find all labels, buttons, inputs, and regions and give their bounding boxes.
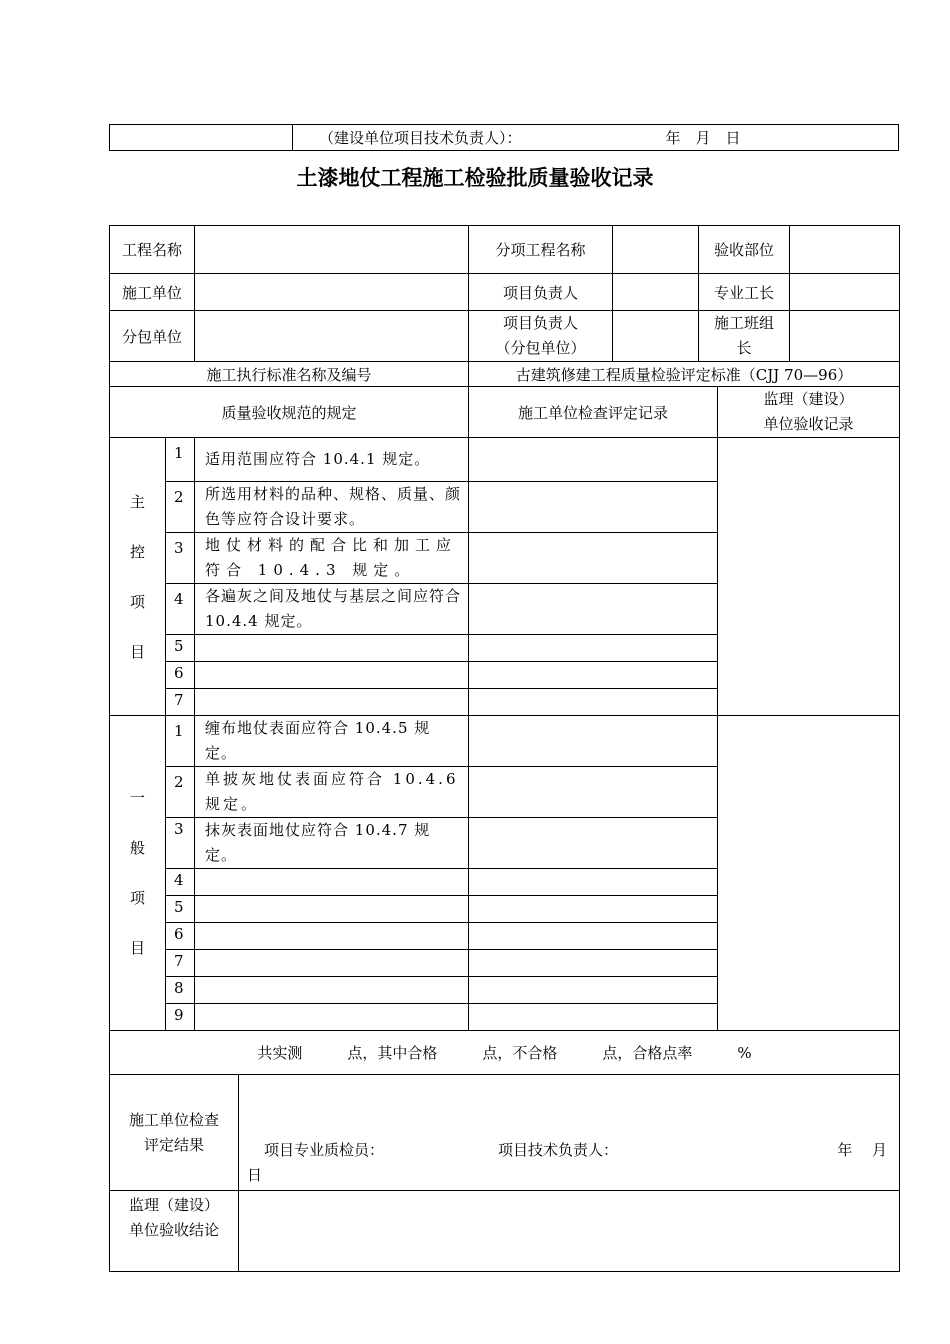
item-number: 7 (166, 689, 195, 716)
tech-lead-label: 项目技术负责人： (498, 1141, 619, 1159)
item-description: 所选用材料的品种、规格、质量、颜色等应符合设计要求。 (195, 482, 469, 533)
check-record-cell[interactable] (469, 1004, 718, 1031)
supervisor-header-line-1: 监理（建设） (763, 390, 854, 408)
result-label (110, 1075, 239, 1191)
top-signature-row (109, 124, 899, 151)
top-blank-cell (110, 125, 293, 151)
main-items-label (110, 438, 166, 716)
item-description (195, 923, 469, 950)
construction-unit-value[interactable] (195, 274, 469, 311)
foreman-value[interactable] (790, 274, 900, 311)
result-label-line-2: 评定结果 (144, 1135, 205, 1154)
foreman-label: 专业工长 (699, 274, 790, 311)
team-leader-value[interactable] (790, 311, 900, 362)
sub-manager-value[interactable] (613, 311, 699, 362)
result-content[interactable] (239, 1075, 900, 1191)
team-leader-label-line-2: 长 (736, 339, 752, 357)
top-date-text: 年 月 日 (665, 129, 741, 147)
item-description (195, 662, 469, 689)
subcontract-unit-label: 分包单位 (110, 311, 195, 362)
main-items-char: 项 (129, 592, 145, 611)
acceptance-part-label: 验收部位 (699, 226, 790, 274)
team-leader-label-line-1: 施工班组 (714, 314, 775, 332)
project-manager-label: 项目负责人 (469, 274, 613, 311)
check-record-cell[interactable] (469, 923, 718, 950)
general-items-label (110, 716, 166, 1031)
top-signer-text: （建设单位项目技术负责人）： (319, 129, 522, 147)
item-description (195, 950, 469, 977)
top-signer-cell (293, 125, 899, 151)
item-number: 6 (166, 662, 195, 689)
item-number: 5 (166, 635, 195, 662)
result-date: 年 月 (837, 1141, 888, 1159)
standard-value: 古建筑修建工程质量检验评定标准（CJJ 70—96） (469, 362, 900, 387)
sub-manager-label (469, 311, 613, 362)
inspector-label: 项目专业质检员： (264, 1141, 385, 1159)
check-record-cell[interactable] (469, 767, 718, 818)
supervisor-header-line-2: 单位验收记录 (763, 415, 854, 433)
sub-manager-label-line-2: （分包单位） (495, 339, 586, 357)
sub-manager-label-line-1: 项目负责人 (503, 314, 579, 332)
check-record-cell[interactable] (469, 689, 718, 716)
item-number: 8 (166, 977, 195, 1004)
general-items-char: 一 (129, 789, 145, 807)
item-description (195, 1004, 469, 1031)
acceptance-part-value[interactable] (790, 226, 900, 274)
check-record-cell[interactable] (469, 635, 718, 662)
item-number: 3 (166, 818, 195, 869)
team-leader-label (699, 311, 790, 362)
item-description (195, 896, 469, 923)
item-number: 2 (166, 482, 195, 533)
main-items-char: 目 (129, 642, 145, 661)
standard-label: 施工执行标准名称及编号 (110, 362, 469, 387)
item-description (195, 635, 469, 662)
check-record-cell[interactable] (469, 818, 718, 869)
general-items-char: 项 (129, 889, 145, 907)
item-number: 4 (166, 584, 195, 635)
sub-project-value[interactable] (613, 226, 699, 274)
result-label-line-1: 施工单位检查 (129, 1110, 220, 1129)
form-table (109, 225, 900, 1272)
supervisor-column-header (718, 387, 900, 438)
item-number: 9 (166, 1004, 195, 1031)
check-record-cell[interactable] (469, 482, 718, 533)
project-manager-value[interactable] (613, 274, 699, 311)
check-record-cell[interactable] (469, 584, 718, 635)
result-signature-line (247, 1138, 891, 1163)
conclusion-content[interactable] (239, 1191, 900, 1272)
conclusion-label-line-2: 单位验收结论 (129, 1221, 220, 1239)
supervisor-record-cell[interactable] (718, 438, 900, 716)
check-record-cell[interactable] (469, 950, 718, 977)
conclusion-label (110, 1191, 239, 1272)
item-number: 3 (166, 533, 195, 584)
check-record-column-header: 施工单位检查评定记录 (469, 387, 718, 438)
check-record-cell[interactable] (469, 716, 718, 767)
check-record-cell[interactable] (469, 896, 718, 923)
check-record-cell[interactable] (469, 533, 718, 584)
main-items-char: 控 (129, 542, 145, 561)
item-description: 单披灰地仗表面应符合 10.4.6 规定。 (195, 767, 469, 818)
general-items-char: 般 (129, 839, 145, 857)
item-number: 4 (166, 869, 195, 896)
main-items-char: 主 (129, 492, 145, 511)
sub-project-label: 分项工程名称 (469, 226, 613, 274)
supervisor-record-cell[interactable] (718, 716, 900, 1031)
subcontract-unit-value[interactable] (195, 311, 469, 362)
item-number: 6 (166, 923, 195, 950)
item-number: 5 (166, 896, 195, 923)
check-record-cell[interactable] (469, 662, 718, 689)
item-description: 缠布地仗表面应符合 10.4.5 规定。 (195, 716, 469, 767)
spec-column-header: 质量验收规范的规定 (110, 387, 469, 438)
conclusion-label-line-1: 监理（建设） (129, 1196, 220, 1214)
result-date-day: 日 (247, 1166, 263, 1184)
item-description: 抹灰表面地仗应符合 10.4.7 规定。 (195, 818, 469, 869)
general-items-char: 目 (129, 939, 145, 957)
item-description (195, 869, 469, 896)
item-number: 7 (166, 950, 195, 977)
item-number: 2 (166, 767, 195, 818)
project-name-value[interactable] (195, 226, 469, 274)
item-description: 各遍灰之间及地仗与基层之间应符合 10.4.4 规定。 (195, 584, 469, 635)
check-record-cell[interactable] (469, 869, 718, 896)
check-record-cell[interactable] (469, 977, 718, 1004)
item-description: 适用范围应符合 10.4.1 规定。 (195, 438, 469, 482)
item-number: 1 (166, 716, 195, 767)
item-description (195, 977, 469, 1004)
item-description (195, 689, 469, 716)
page-title: 土漆地仗工程施工检验批质量验收记录 (296, 166, 654, 190)
project-name-label: 工程名称 (110, 226, 195, 274)
construction-unit-label: 施工单位 (110, 274, 195, 311)
summary-line: 共实测 点，其中合格 点，不合格 点，合格点率 % (110, 1031, 900, 1075)
item-description: 地仗材料的配合比和加工应符合 10.4.3 规定。 (195, 533, 469, 584)
item-number: 1 (166, 438, 195, 482)
check-record-cell[interactable] (469, 438, 718, 482)
